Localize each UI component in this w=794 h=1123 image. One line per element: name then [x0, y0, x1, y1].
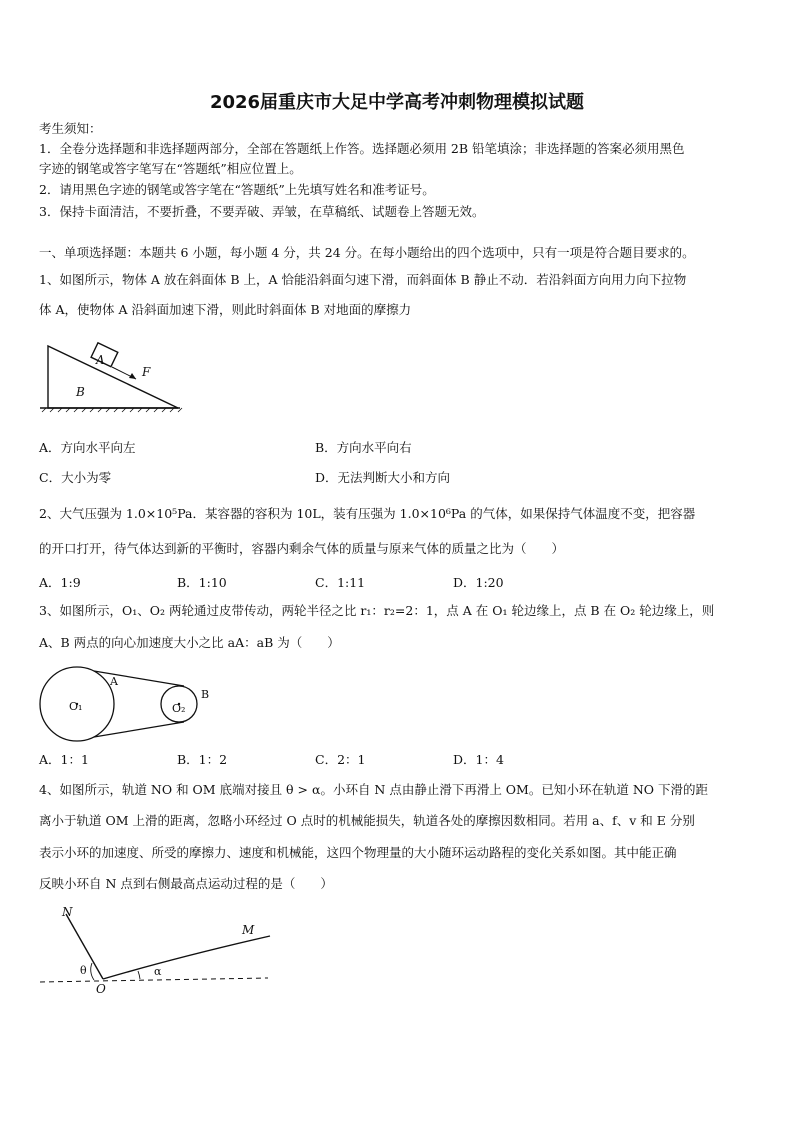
- q2-option-d[interactable]: D．1:20: [453, 575, 504, 590]
- q3-option-b[interactable]: B．1：2: [177, 752, 228, 767]
- q1-option-b[interactable]: B．方向水平向右: [315, 440, 412, 455]
- notice-heading: 考生须知：: [39, 121, 102, 136]
- q3-label-a: A: [110, 675, 118, 688]
- q3-text-1: 3、如图所示，O₁、O₂ 两轮通过皮带传动，两轮半径之比 r₁：r₂=2：1，点 A 在 O₁ 轮边缘上，点 B 在 O₂ 轮边缘上，则: [39, 603, 715, 618]
- q2-option-c[interactable]: C．1:11: [315, 575, 366, 590]
- q3-label-o1: O₁: [69, 700, 83, 713]
- q2-text-1: 2、大气压强为 1.0×10⁵Pa．某容器的容积为 10L，装有压强为 1.0×10⁶Pa 的气体，如果保持气体温度不变，把容器: [39, 506, 696, 521]
- q4-track-figure: [38, 902, 278, 997]
- q1-incline-figure: [38, 338, 188, 414]
- q4-text-3: 表示小环的加速度、所受的摩擦力、速度和机械能，这四个物理量的大小随环运动路程的变化关系如图。其中能正确: [39, 845, 677, 860]
- q1-label-f: F: [142, 365, 151, 379]
- q2-option-a[interactable]: A．1:9: [39, 575, 81, 590]
- q1-text-2: 体 A，使物体 A 沿斜面加速下滑，则此时斜面体 B 对地面的摩擦力: [39, 302, 412, 317]
- q1-option-a[interactable]: A．方向水平向左: [39, 440, 136, 455]
- q3-belt-wheels-figure: [38, 664, 218, 744]
- notice-item-2: 2．请用黑色字迹的钢笔或答字笔在“答题纸”上先填写姓名和准考证号。: [39, 182, 435, 197]
- q2-option-b[interactable]: B．1:10: [177, 575, 227, 590]
- q2-text-2: 的开口打开，待气体达到新的平衡时，容器内剩余气体的质量与原来气体的质量之比为（ ）: [39, 541, 565, 556]
- q4-text-4: 反映小环自 N 点到右侧最高点运动过程的是（ ）: [39, 876, 333, 891]
- q4-text-2: 离小于轨道 OM 上滑的距离，忽略小环经过 O 点时的机械能损失，轨道各处的摩擦因数相同。若用 a、f、v 和 E 分别: [39, 813, 695, 828]
- notice-item-1-cont: 字迹的钢笔或答字笔写在“答题纸”相应位置上。: [39, 161, 302, 176]
- q1-label-b: B: [76, 385, 85, 399]
- q3-option-c[interactable]: C．2：1: [315, 752, 366, 767]
- exam-title: 2026届重庆市大足中学高考冲刺物理模拟试题: [209, 92, 585, 113]
- q4-label-alpha: α: [154, 965, 162, 978]
- q4-label-n: N: [62, 905, 73, 919]
- q3-label-o2: O₂: [172, 702, 186, 715]
- q3-option-a[interactable]: A．1：1: [39, 752, 89, 767]
- q4-text-1: 4、如图所示，轨道 NO 和 OM 底端对接且 θ > α。小环自 N 点由静止滑下再滑上 OM。已知小环在轨道 NO 下滑的距: [39, 782, 708, 797]
- q3-label-b: B: [201, 688, 210, 701]
- q1-text-1: 1、如图所示，物体 A 放在斜面体 B 上，A 恰能沿斜面匀速下滑，而斜面体 B 静止不动．若沿斜面方向用力向下拉物: [39, 272, 687, 287]
- q4-label-o: O: [96, 982, 106, 996]
- q1-option-d[interactable]: D．无法判断大小和方向: [315, 470, 451, 485]
- notice-item-3: 3．保持卡面清洁，不要折叠，不要弄破、弄皱，在草稿纸、试题卷上答题无效。: [39, 204, 485, 219]
- notice-item-1: 1．全卷分选择题和非选择题两部分，全部在答题纸上作答。选择题必须用 2B 铅笔填涂；非选择题的答案必须用黑色: [39, 141, 685, 156]
- q4-label-theta: θ: [80, 964, 87, 977]
- section-heading: 一、单项选择题：本题共 6 小题，每小题 4 分，共 24 分。在每小题给出的四个选项中，只有一项是符合题目要求的。: [39, 245, 695, 260]
- q1-option-c[interactable]: C．大小为零: [39, 470, 112, 485]
- q4-label-m: M: [242, 923, 255, 937]
- q3-text-2: A、B 两点的向心加速度大小之比 aA：aB 为（ ）: [39, 635, 340, 650]
- q3-option-d[interactable]: D．1：4: [453, 752, 504, 767]
- q1-label-a: A: [96, 353, 105, 367]
